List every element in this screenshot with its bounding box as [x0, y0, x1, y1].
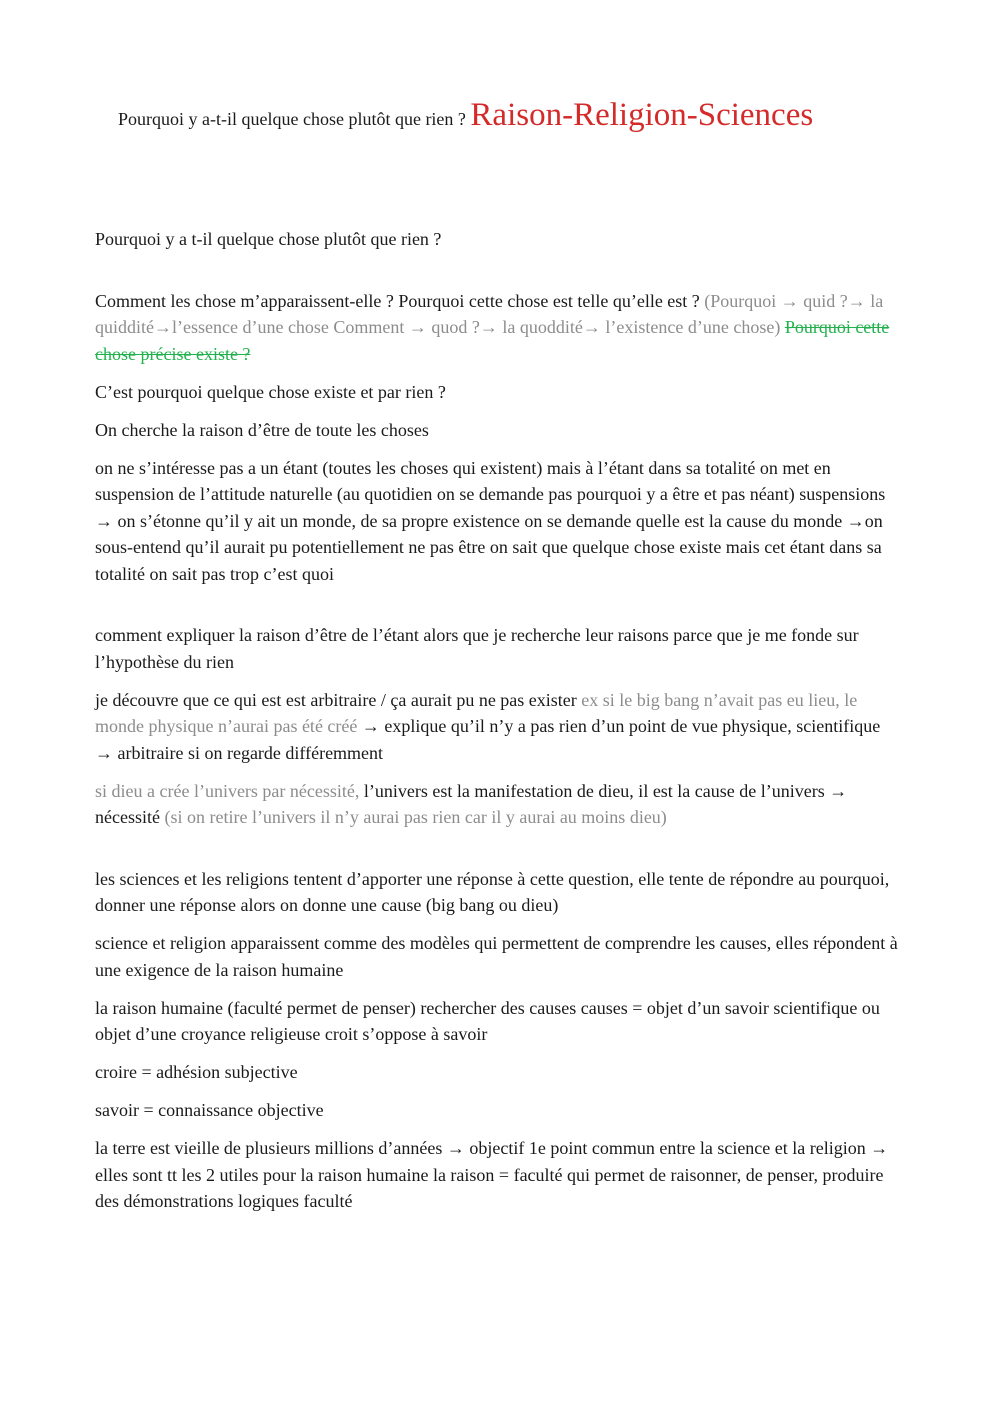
paragraph-11	[95, 995, 901, 1048]
paragraph-14	[95, 1135, 901, 1215]
paragraph-3	[95, 379, 901, 406]
paragraph-text: comment expliquer la raison d’être de l’étant alors que je recherche leur raisons parce que je me fonde sur l’hypothèse du rien	[95, 625, 859, 672]
paragraph-text: la raison humaine (faculté permet de penser) rechercher des causes causes = objet d’un savoir scientifique ou objet d’une croyance religieuse croit s’oppose à savoir	[95, 997, 880, 1044]
paragraph-4	[95, 417, 901, 444]
title-question: Pourquoi y a-t-il quelque chose plutôt que rien ?	[118, 109, 466, 129]
title-topic: Raison-Religion-Sciences	[470, 97, 814, 133]
paragraph-2	[95, 288, 901, 368]
paragraph-text: C’est pourquoi quelque chose existe et par rien ?	[95, 381, 446, 402]
paragraph-12	[95, 1059, 901, 1086]
struck-text: Pourquoi cette chose précise existe ?	[95, 317, 890, 364]
paragraph-1	[95, 226, 901, 253]
document-title	[118, 96, 938, 138]
grey-note: (Pourquoi → quid ?→ la quiddité→l’essence d’une chose Comment → quod ?→ la quoddité→ l’existence d’une chose)	[95, 290, 884, 337]
paragraph-text: Pourquoi y a t-il quelque chose plutôt que rien ?	[95, 229, 442, 249]
paragraph-7	[95, 687, 901, 767]
paragraph-text: savoir = connaissance objective	[95, 1100, 324, 1120]
paragraph-text: la terre est vieille de plusieurs millions d’années → objectif 1e point commun entre la science et la religion → elles sont tt les 2 utiles pour la raison humaine la raison = faculté qui permet de raisonner, de penser, produire des démonstrations logiques faculté	[95, 1138, 889, 1211]
grey-note: ex si le big bang n’avait pas eu lieu, le monde physique n’aurai pas été créé	[95, 689, 858, 736]
paragraph-text: Comment les chose m’apparaissent-elle ? Pourquoi cette chose est telle qu’elle est ?	[95, 290, 705, 311]
paragraph-text: croire = adhésion subjective	[95, 1062, 298, 1082]
grey-note: si dieu a crée l’univers par nécessité,	[95, 780, 364, 801]
document-body	[95, 226, 901, 1226]
paragraph-text: science et religion apparaissent comme des modèles qui permettent de comprendre les causes, elles répondent à une exigence de la raison humaine	[95, 933, 898, 980]
paragraph-text: les sciences et les religions tentent d’apporter une réponse à cette question, elle tente de répondre au pourquoi, donner une réponse alors on donne une cause (big bang ou dieu)	[95, 868, 890, 915]
paragraph-text: on ne s’intéresse pas a un étant (toutes les choses qui existent) mais à l’étant dans sa totalité on met en suspension de l’attitude naturelle (au quotidien on se demande pas pourquoi y a être et pas néant) suspensions → on s’étonne qu’il y ait un monde, de sa propre existence on se demande quelle est la cause du monde →on sous-entend qu’il aurait pu potentiellement ne pas être on sait que quelque chose existe mais cet étant dans sa totalité on sait pas trop c’est quoi	[95, 457, 886, 584]
paragraph-9	[95, 866, 901, 919]
paragraph-6	[95, 622, 901, 675]
paragraph-5	[95, 455, 901, 588]
paragraph-text: je découvre que ce qui est est arbitraire / ça aurait pu ne pas exister	[95, 689, 582, 710]
paragraph-text: l’univers est la manifestation de dieu, il est la cause de l’univers → nécessité	[95, 780, 848, 827]
paragraph-text: → explique qu’il n’y a pas rien d’un point de vue physique, scientifique → arbitraire si on regarde différemment	[95, 716, 881, 763]
grey-note: (si on retire l’univers il n’y aurai pas rien car il y aurai au moins dieu)	[164, 807, 667, 827]
paragraph-8	[95, 778, 901, 831]
paragraph-10	[95, 930, 901, 983]
paragraph-13	[95, 1097, 901, 1124]
paragraph-text: On cherche la raison d’être de toute les choses	[95, 419, 429, 440]
